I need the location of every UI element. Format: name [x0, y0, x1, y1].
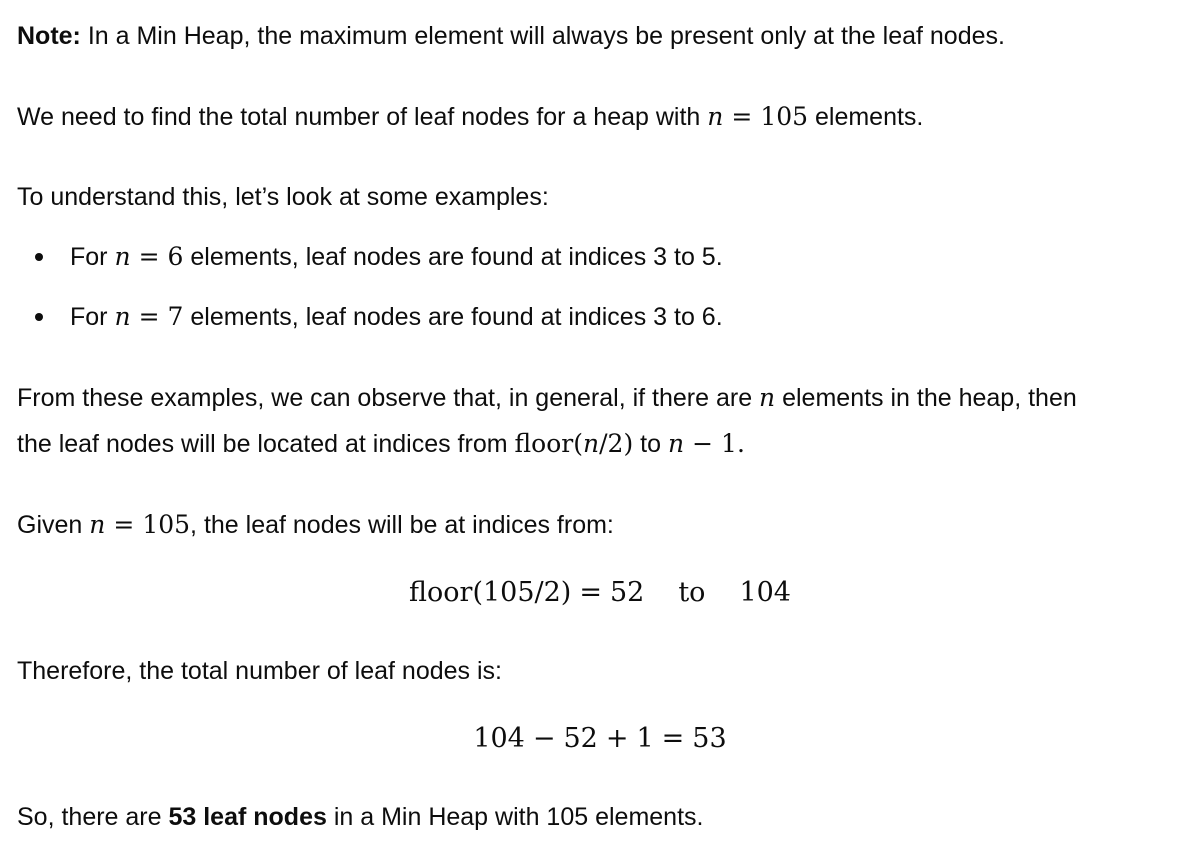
math-var-n: n: [707, 102, 724, 131]
math-value: 7: [167, 302, 184, 331]
note-label: Note:: [17, 22, 81, 50]
math-value: 104: [473, 723, 525, 754]
list-item: [17, 234, 723, 280]
math-value: 104: [739, 577, 791, 608]
math-value: 52: [563, 723, 598, 754]
math-equals: =: [113, 510, 135, 539]
math-value: 1: [636, 723, 654, 754]
math-equals: =: [138, 302, 160, 331]
math-minus: −: [532, 723, 556, 754]
conclusion-bold: 53 leaf nodes: [168, 803, 327, 831]
math-var-n: n: [583, 429, 600, 458]
math-equals: =: [661, 723, 685, 754]
math-value: 1: [721, 429, 737, 458]
given-paragraph: [17, 502, 614, 548]
math-equals: =: [138, 242, 160, 271]
conclusion-text: So, there are: [17, 803, 169, 831]
math-paren: (: [573, 429, 583, 458]
example-prefix: For: [70, 303, 115, 331]
find-text-after: elements.: [808, 103, 924, 131]
therefore-paragraph: Therefore, the total number of leaf nodes is:: [17, 657, 502, 685]
math-var-n: n: [759, 383, 776, 412]
bullet-icon: [35, 253, 43, 261]
example-suffix: elements, leaf nodes are found at indices 3 to 5.: [183, 243, 723, 271]
note-paragraph: [17, 13, 1005, 59]
math-floor: floor: [514, 429, 574, 458]
math-equals: =: [731, 102, 753, 131]
math-var-n: n: [667, 429, 685, 458]
math-var-n: n: [114, 242, 131, 271]
examples-intro: To understand this, let’s look at some examples:: [17, 183, 549, 211]
math-var-n: n: [114, 302, 131, 331]
math-argument: (105/2): [472, 577, 572, 608]
math-value: 52: [609, 577, 645, 608]
math-value: 53: [692, 723, 727, 754]
math-floor: floor: [409, 577, 473, 608]
general-text: From these examples, we can observe that, in general, if there are: [17, 384, 760, 412]
find-text-before: We need to find the total number of leaf nodes for a heap with: [17, 103, 708, 131]
math-plus: +: [605, 723, 629, 754]
find-paragraph: [17, 94, 923, 140]
math-period: .: [736, 429, 745, 458]
given-text: Given: [17, 511, 90, 539]
math-value: 6: [167, 242, 184, 271]
math-minus: −: [692, 429, 714, 458]
conclusion-text: in a Min Heap with 105 elements.: [326, 803, 704, 831]
general-text: elements in the heap, then: [775, 384, 1077, 412]
math-value: 105: [142, 510, 191, 539]
example-prefix: For: [70, 243, 115, 271]
conclusion-paragraph: [17, 794, 703, 840]
math-div: /2: [599, 429, 624, 458]
math-to: to: [678, 577, 706, 608]
math-value: 105: [760, 102, 809, 131]
math-var-n: n: [89, 510, 106, 539]
bullet-icon: [35, 313, 43, 321]
general-paragraph-line-2: [17, 421, 745, 467]
general-paragraph-line-1: [17, 375, 1077, 421]
indices-equation: [0, 570, 1200, 616]
math-equals: =: [579, 577, 602, 608]
general-text: the leaf nodes will be located at indices from: [17, 430, 515, 458]
note-text: In a Min Heap, the maximum element will always be present only at the leaf nodes.: [80, 22, 1005, 50]
general-text: to: [633, 430, 668, 458]
example-suffix: elements, leaf nodes are found at indices 3 to 6.: [183, 303, 723, 331]
count-equation: [0, 716, 1200, 762]
math-paren: ): [623, 429, 634, 458]
given-text: , the leaf nodes will be at indices from:: [190, 511, 614, 539]
list-item: [17, 294, 723, 340]
